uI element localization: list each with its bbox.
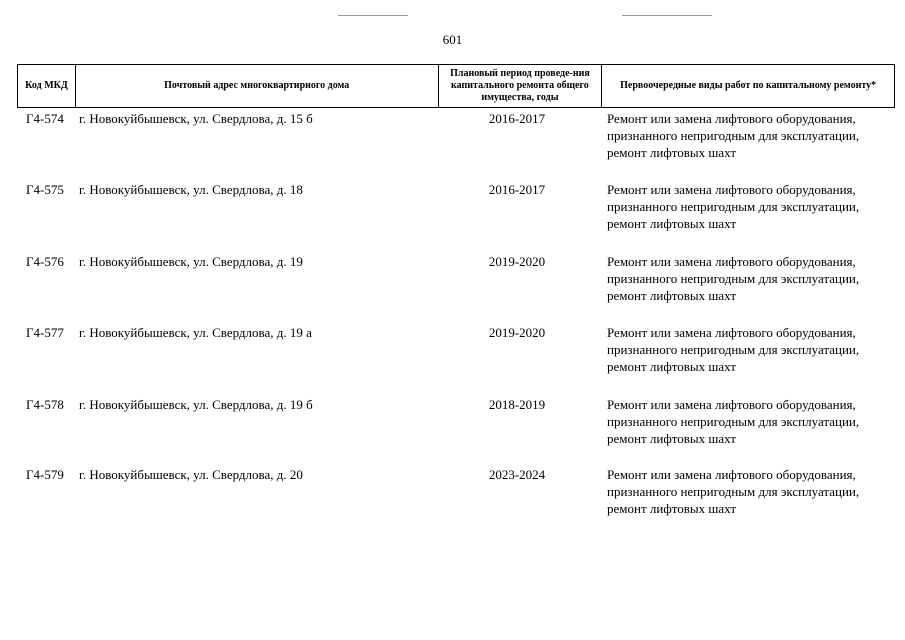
row-works — [607, 324, 897, 375]
row-works — [607, 466, 897, 517]
page-number: 601 — [442, 32, 463, 47]
works-line: ремонт лифтовых шахт — [607, 501, 737, 516]
row-address: г. Новокуйбышевск, ул. Свердлова, д. 15 б — [79, 111, 313, 126]
works-line: признанного непригодным для эксплуатации, — [607, 199, 860, 214]
row-code: Г4-579 — [26, 467, 64, 482]
works-line: ремонт лифтовых шахт — [607, 359, 737, 374]
row-works — [607, 396, 897, 447]
scan-artifact-right — [622, 15, 712, 16]
row-address: г. Новокуйбышевск, ул. Свердлова, д. 19 б — [79, 397, 313, 412]
works-line: Ремонт или замена лифтового оборудования, — [607, 254, 856, 269]
works-line: признанного непригодным для эксплуатации, — [607, 484, 860, 499]
works-line: признанного непригодным для эксплуатации, — [607, 414, 860, 429]
works-line: Ремонт или замена лифтового оборудования, — [607, 182, 856, 197]
header-period: Плановый период проведе-ния капитального ремонта общего имущества, годы — [439, 65, 603, 107]
scan-artifact-left — [338, 15, 408, 16]
works-line: ремонт лифтовых шахт — [607, 145, 737, 160]
row-code: Г4-578 — [26, 397, 64, 412]
row-period: 2018-2019 — [488, 397, 546, 412]
row-period: 2023-2024 — [488, 467, 546, 482]
works-line: ремонт лифтовых шахт — [607, 216, 737, 231]
works-line: признанного непригодным для эксплуатации, — [607, 128, 860, 143]
works-line: ремонт лифтовых шахт — [607, 431, 737, 446]
row-period: 2019-2020 — [488, 254, 546, 269]
row-period: 2016-2017 — [488, 182, 546, 197]
header-code: Код МКД — [18, 65, 76, 107]
works-line: признанного непригодным для эксплуатации, — [607, 271, 860, 286]
row-address: г. Новокуйбышевск, ул. Свердлова, д. 18 — [79, 182, 303, 197]
row-code: Г4-576 — [26, 254, 64, 269]
row-works — [607, 253, 897, 304]
header-works: Первоочередные виды работ по капитальному ремонту* — [602, 65, 895, 107]
row-code: Г4-577 — [26, 325, 64, 340]
table-header — [17, 64, 895, 108]
row-code: Г4-575 — [26, 182, 64, 197]
works-line: Ремонт или замена лифтового оборудования, — [607, 397, 856, 412]
works-line: Ремонт или замена лифтового оборудования, — [607, 111, 856, 126]
row-period: 2016-2017 — [488, 111, 546, 126]
row-address: г. Новокуйбышевск, ул. Свердлова, д. 19 — [79, 254, 303, 269]
works-line: Ремонт или замена лифтового оборудования, — [607, 467, 856, 482]
works-line: ремонт лифтовых шахт — [607, 288, 737, 303]
row-address: г. Новокуйбышевск, ул. Свердлова, д. 20 — [79, 467, 303, 482]
row-code: Г4-574 — [26, 111, 64, 126]
row-works — [607, 181, 897, 232]
works-line: Ремонт или замена лифтового оборудования, — [607, 325, 856, 340]
row-works — [607, 110, 897, 161]
row-address: г. Новокуйбышевск, ул. Свердлова, д. 19 а — [79, 325, 312, 340]
header-address: Почтовый адрес многоквартирного дома — [76, 65, 439, 107]
row-period: 2019-2020 — [488, 325, 546, 340]
works-line: признанного непригодным для эксплуатации, — [607, 342, 860, 357]
